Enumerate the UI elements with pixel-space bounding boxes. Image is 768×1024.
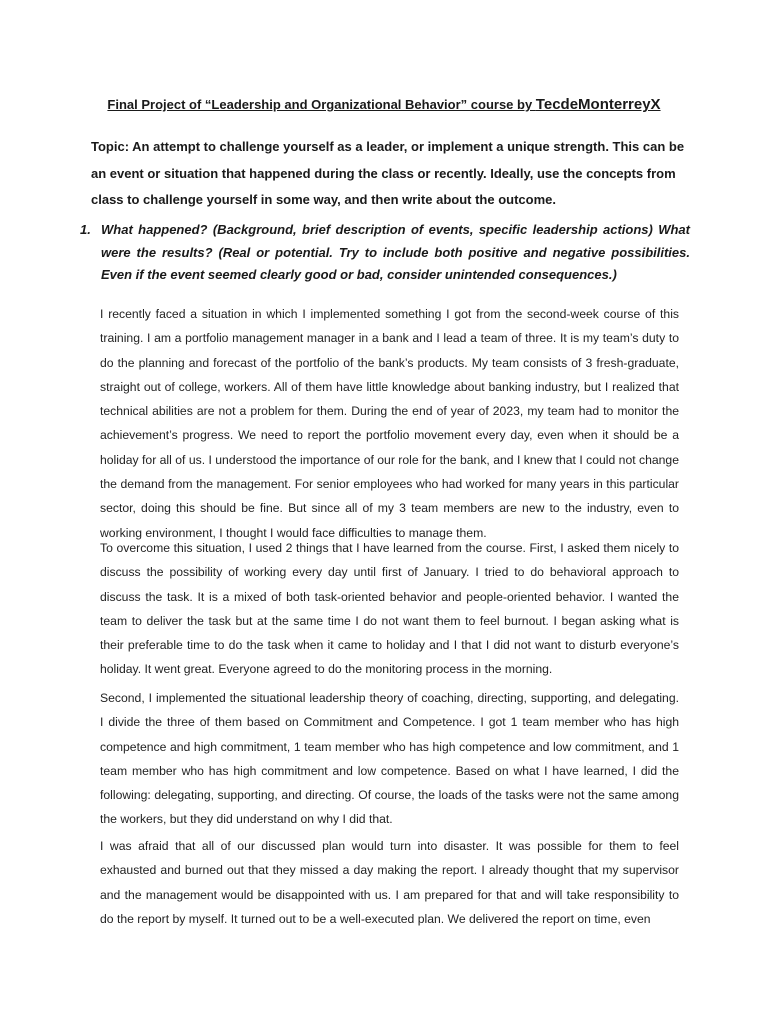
document-title (0, 96, 768, 113)
answer-paragraph-1: I recently faced a situation in which I implemented something I got from the second-week course of this training. I am a portfolio management manager in a bank and I lead a team of three. It is my team’s duty to do the planning and forecast of the portfolio of the bank’s products. My team consists of 3 fresh-graduate, straight out of college, workers. All of them have little knowledge about banking industry, but I realized that technical abilities are not a problem for them. During the end of year of 2023, my team had to monitor the achievement’s progress. We need to report the portfolio movement every day, even when it should be a holiday for all of us. I understood the importance of our role for the bank, and I knew that I could not change the demand from the management. For senior employees who had worked for many years in this particular sector, doing this should be fine. But since all of my 3 team members are new to the industry, even to working environment, I thought I would face difficulties to manage them. (100, 307, 679, 540)
document-title-prefix: Final Project of “Leadership and Organizational Behavior” course by (107, 97, 536, 112)
question-1 (80, 219, 690, 287)
answer-paragraph-4: I was afraid that all of our discussed plan would turn into disaster. It was possible for them to feel exhausted and burned out that they missed a day making the report. I already thought that my supervisor and the management would be disappointed with us. I am prepared for that and will take responsibility to do the report by myself. It turned out to be a well-executed plan. We delivered the report on time, even (100, 839, 679, 926)
answer-paragraph-3: Second, I implemented the situational leadership theory of coaching, directing, supporting, and delegating. I divide the three of them based on Commitment and Competence. I got 1 team member who has high competence and high commitment, 1 team member who has high competence and low commitment, and 1 team member who has high commitment and low competence. Based on what I have learned, I did the following: delegating, supporting, and directing. Of course, the loads of the tasks were not the same among the workers, but they did understand on why I did that. (100, 691, 679, 827)
answer-paragraph-2: To overcome this situation, I used 2 things that I have learned from the course. First, I asked them nicely to discuss the possibility of working every day until first of January. I tried to do behavioral approach to discuss the task. It is a mixed of both task-oriented behavior and people-oriented behavior. I wanted the team to deliver the task but at the same time I do not want them to feel burnout. I began asking what is their preferable time to do the task when it came to holiday and I that I did not want to disturb everyone’s holiday. It went great. Everyone agreed to do the monitoring process in the morning. (100, 541, 679, 677)
topic-statement: Topic: An attempt to challenge yourself as a leader, or implement a unique strength. This can be an event or situation that happened during the class or recently. Ideally, use the concepts from class to challenge yourself in some way, and then write about the outcome. (91, 139, 685, 207)
question-text: What happened? (Background, brief description of events, specific leadership actions) What were the results? (Real or potential. Try to include both positive and negative possibilities. Even if the event seemed clearly good or bad, consider unintended consequences.) (101, 222, 690, 282)
question-number: 1. (80, 222, 91, 237)
document-title-brand: TecdeMonterreyX (535, 96, 661, 113)
